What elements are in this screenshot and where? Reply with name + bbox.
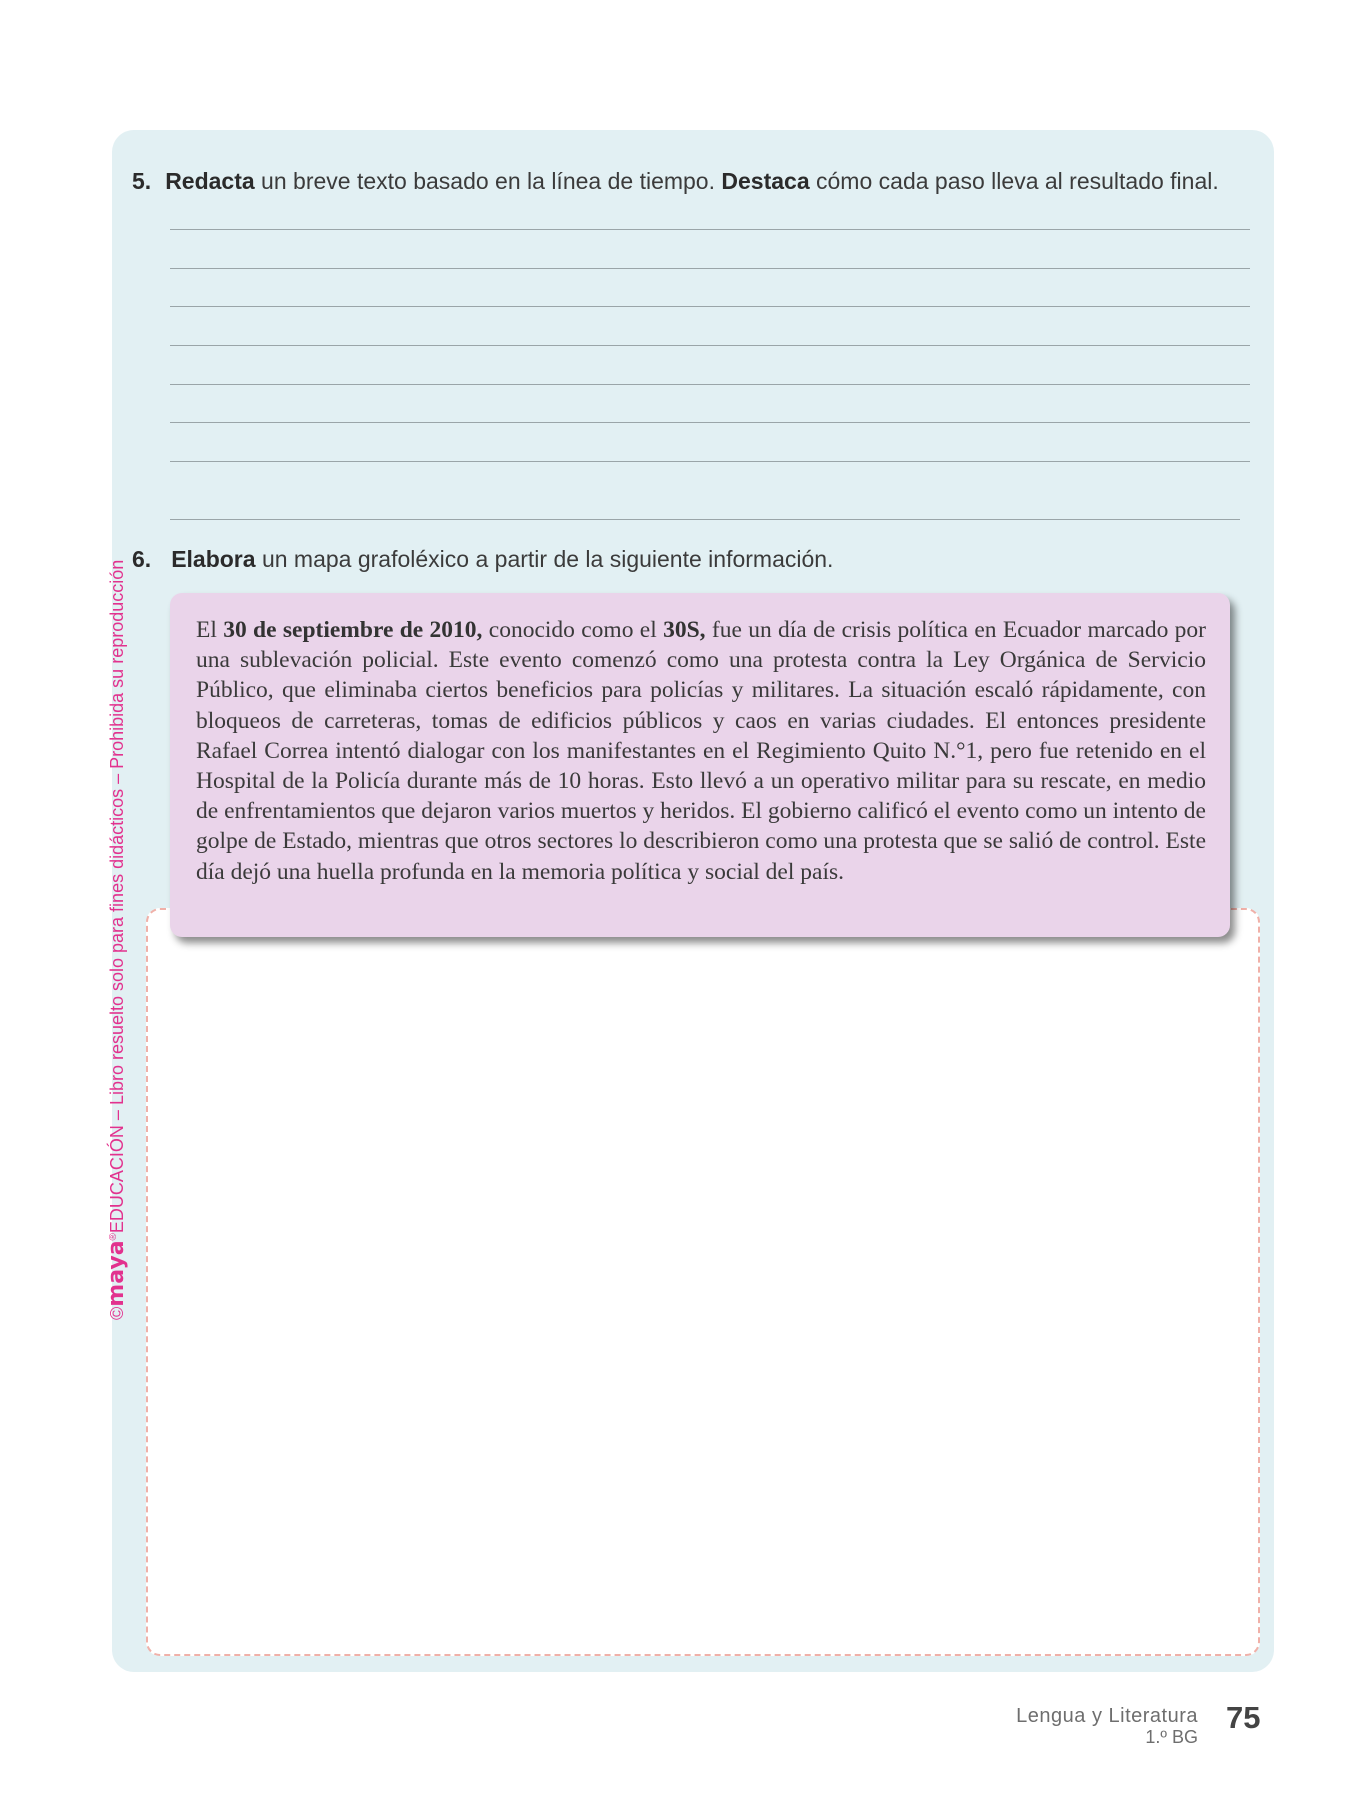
answer-line[interactable]: [170, 519, 1240, 520]
answer-line[interactable]: [170, 268, 1250, 269]
answer-line[interactable]: [170, 422, 1250, 423]
question-5: [132, 168, 1219, 195]
answer-line[interactable]: [170, 229, 1250, 230]
footer-grade: 1.º BG: [1145, 1727, 1198, 1747]
copyright-text: EDUCACIÓN – Libro resuelto solo para fines didácticos – Prohibida su reproducción: [107, 559, 127, 1234]
passage-text: fue un día de crisis política en Ecuador marcado por una sublevación policial. Este evento comenzó como una protesta contra la Ley Orgánica de Servicio Público, que eliminaba ciertos beneficios para policías y militares. La situación escaló rápidamente, con bloqueos de carreteras, tomas de edificios públicos y caos en varias ciudades. El entonces presidente Rafael Correa intentó dialogar con los manifestantes en el Regimiento Quito N.°1, pero fue retenido en el Hospital de la Policía durante más de 10 horas. Esto llevó a un operativo militar para su rescate, en medio de enfrentamientos que dejaron varios muertos y heridos. El gobierno calificó el evento como un intento de golpe de Estado, mientras que otros sectores lo describieron como una protesta que se salió de control. Este día dejó una huella profunda en la memoria política y social del país.: [196, 617, 1207, 885]
answer-line[interactable]: [170, 306, 1250, 307]
reading-passage: [170, 593, 1230, 937]
passage-text: conocido como el: [482, 617, 664, 643]
question-5-number: 5.: [132, 168, 152, 194]
question-6-number: 6.: [132, 546, 152, 572]
page-number: 75: [1226, 1700, 1261, 1735]
answer-line[interactable]: [170, 461, 1250, 462]
maya-logo: maya: [104, 1240, 129, 1307]
question-6-verb: Elabora: [171, 546, 256, 572]
answer-line[interactable]: [170, 345, 1250, 346]
copyright-notice: [104, 560, 129, 1320]
passage-date: 30 de septiembre de 2010,: [223, 617, 483, 643]
question-5-verb-2: Destaca: [721, 168, 810, 194]
question-5-text: un breve texto basado en la línea de tiempo.: [254, 168, 722, 194]
footer-subject: Lengua y Literatura: [1016, 1705, 1198, 1727]
question-6-text: un mapa grafoléxico a partir de la siguiente información.: [255, 546, 834, 572]
question-6: [132, 546, 833, 573]
copyright-symbol: ©: [107, 1306, 127, 1320]
passage-text: El: [196, 617, 224, 643]
question-5-verb: Redacta: [165, 168, 255, 194]
map-drawing-area[interactable]: [146, 908, 1260, 1656]
answer-line[interactable]: [170, 384, 1250, 385]
passage-acronym: 30S,: [663, 617, 706, 643]
question-5-text-2: cómo cada paso lleva al resultado final.: [809, 168, 1219, 194]
registered-mark: ®: [108, 1233, 119, 1241]
